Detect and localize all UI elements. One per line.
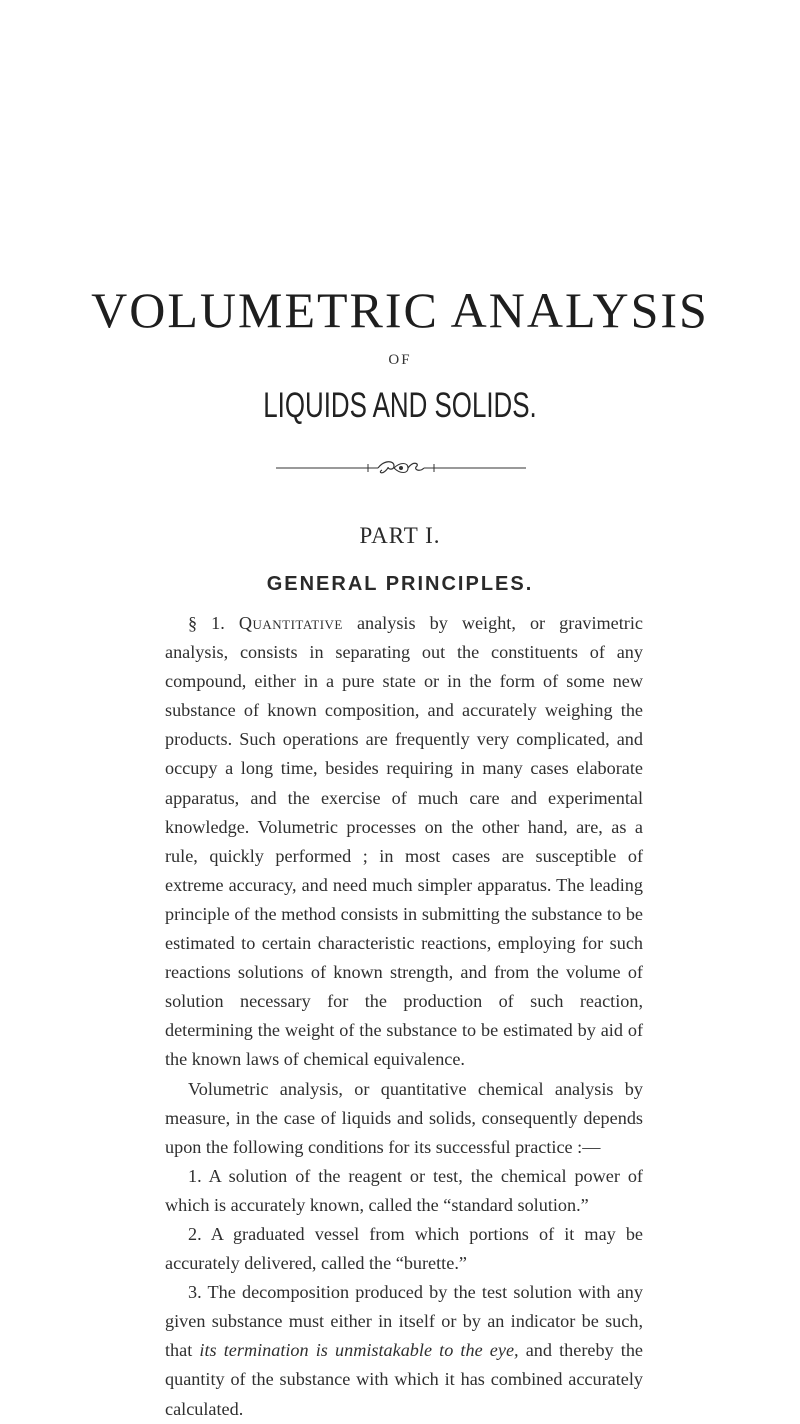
condition-item-1: 1. A solution of the reagent or test, the chemical power of which is accurately known, called the “standard solution.” — [165, 1165, 643, 1215]
condition-item-2: 2. A graduated vessel from which portions of it may be accurately delivered, called the “burette.” — [165, 1223, 643, 1274]
book-title: VOLUMETRIC ANALYSIS — [91, 282, 709, 338]
condition-text-end: and thereby the quantity of the substance with which it has combined accurately calculated. — [165, 1340, 643, 1419]
paragraph-section-1 — [165, 609, 643, 1075]
paragraph-conditions-intro: Volumetric analysis, or quantitative chemical analysis by measure, in the case of liquids and solids, consequently depends upon the following conditions for its successful practice :— — [165, 1078, 643, 1157]
body-text — [165, 609, 643, 1424]
fleuron-ornament-icon — [276, 458, 526, 478]
section-heading: GENERAL PRINCIPLES. — [266, 573, 534, 595]
lead-word: Quantitative — [238, 613, 343, 633]
paragraph-text: analysis by weight, or gravimetric analysis, consists in separating out the constituents of any compound, either in a pure state or in the form of some new substance of known composition, and accurately weighing the products. Such operations are frequently very complicated, and occupy a long time, besides requiring in many cases elaborate apparatus, and the exercise of much care and experimental knowledge. Volumetric processes on the other hand, are, as a rule, quickly performed ; in most cases are susceptible of extreme accuracy, and need much simpler apparatus. The leading principle of the method consists in submitting the substance to be estimated to certain characteristic reactions, employing for such reactions solutions of known strength, and from the volume of solution necessary for the production of such reaction, determining the weight of the substance to be estimated by aid of the known laws of chemical equivalence. — [165, 613, 643, 1070]
section-mark: § 1. — [188, 613, 225, 633]
condition-item-3 — [165, 1278, 643, 1423]
condition-emphasis: its termination is unmistakable to the eye, — [199, 1340, 519, 1361]
title-connector: OF — [388, 352, 412, 368]
condition-text-start: 3. The decomposition produced by the test solution with any given substance must either in itself or by an indicator be such, that — [165, 1282, 643, 1361]
book-subtitle: LIQUIDS AND SOLIDS. — [263, 386, 537, 425]
part-heading: PART I. — [359, 523, 441, 548]
